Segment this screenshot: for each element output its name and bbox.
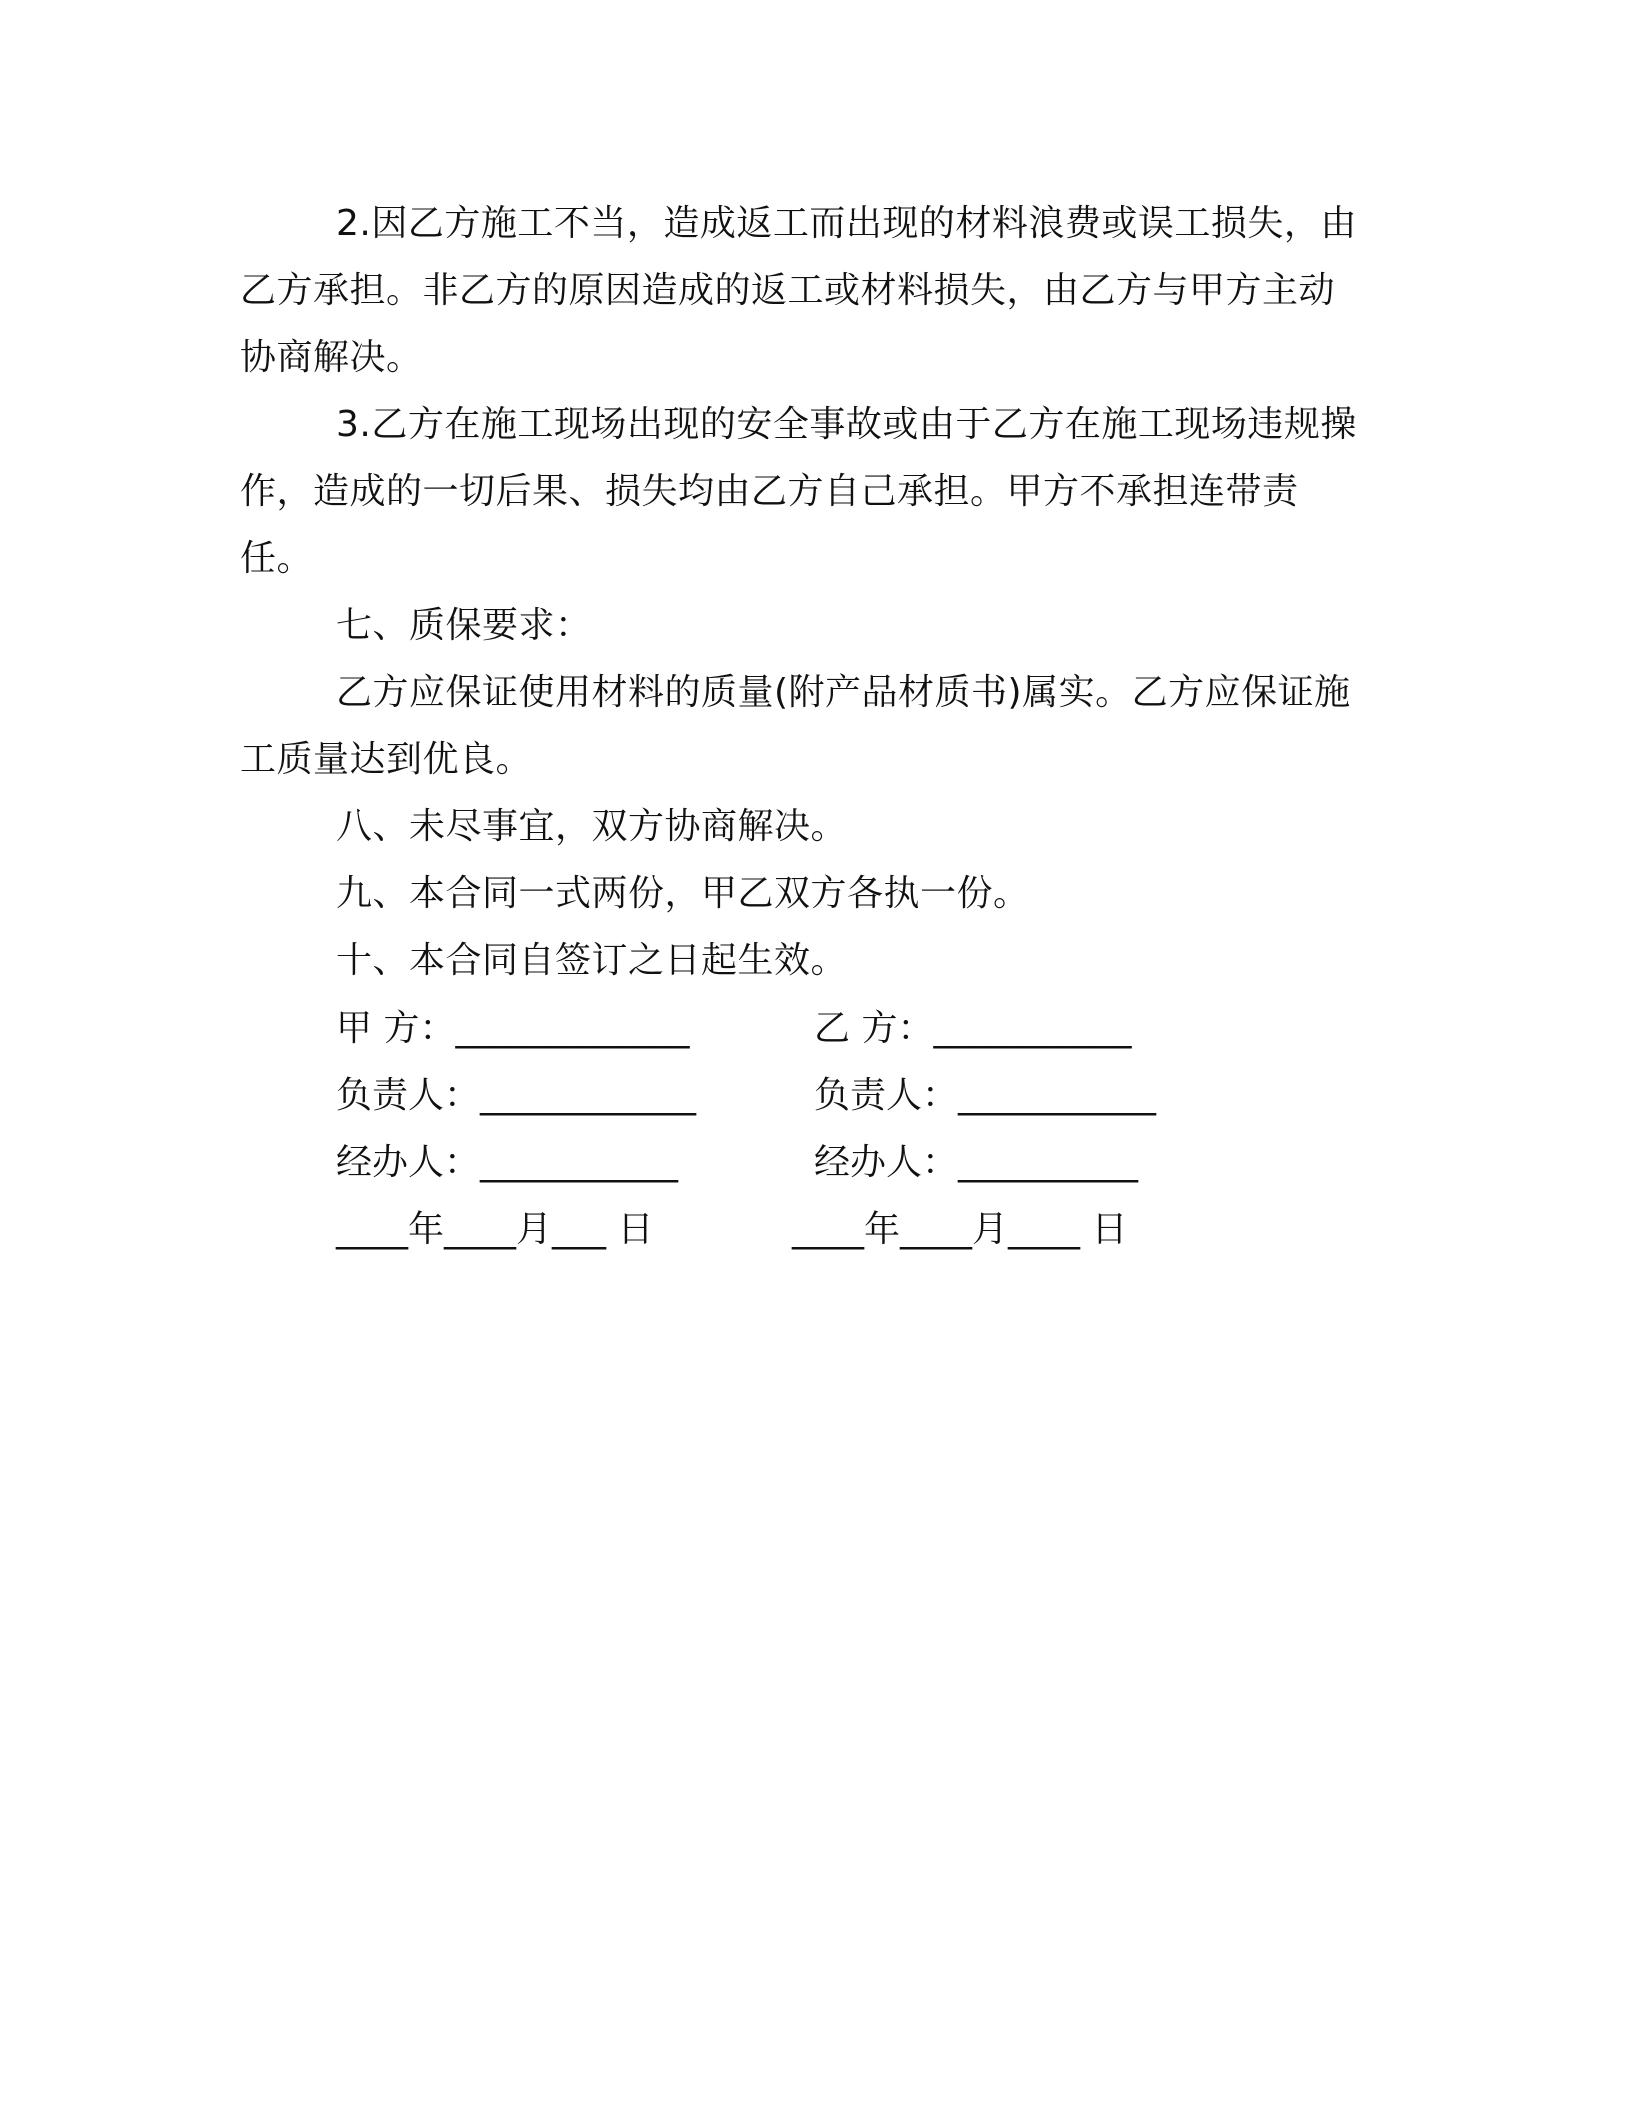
responsible-b-field: 负责人：___________	[814, 1075, 1157, 1116]
date-b-field: ____年____月____ 日	[792, 1209, 1128, 1250]
party-b-field: 乙 方：___________	[814, 1008, 1132, 1049]
section-9-paragraph: 九、本合同一式两份，甲乙双方各执一份。	[336, 873, 1030, 914]
clause-3-paragraph: 3.乙方在施工现场出现的安全事故或由于乙方在施工现场违规操作，造成的一切后果、损失均由乙方自己承担。甲方不承担连带责任。	[240, 404, 1357, 579]
clause-2-paragraph: 2.因乙方施工不当，造成返工而出现的材料浪费或误工损失，由乙方承担。非乙方的原因造成的返工或材料损失，由乙方与甲方主动协商解决。	[240, 203, 1357, 378]
party-a-field: 甲 方：_____________	[336, 1008, 690, 1049]
responsible-a-field: 负责人：____________	[336, 1075, 697, 1116]
section-10-paragraph: 十、本合同自签订之日起生效。	[336, 940, 848, 981]
date-a-field: ____年____月___ 日	[336, 1209, 654, 1250]
date-row	[336, 1196, 1236, 1263]
responsible-row	[336, 1062, 1236, 1129]
contract-body	[240, 190, 1370, 994]
party-row	[336, 995, 1236, 1062]
handler-a-field: 经办人：___________	[336, 1142, 679, 1183]
section-8-paragraph: 八、未尽事宜，双方协商解决。	[336, 806, 848, 847]
section-7-paragraph: 乙方应保证使用材料的质量(附产品材质书)属实。乙方应保证施工质量达到优良。	[240, 672, 1351, 780]
section-7-heading: 七、质保要求：	[336, 605, 592, 646]
handler-row	[336, 1129, 1236, 1196]
handler-b-field: 经办人：__________	[814, 1142, 1139, 1183]
signature-block	[336, 995, 1236, 1263]
